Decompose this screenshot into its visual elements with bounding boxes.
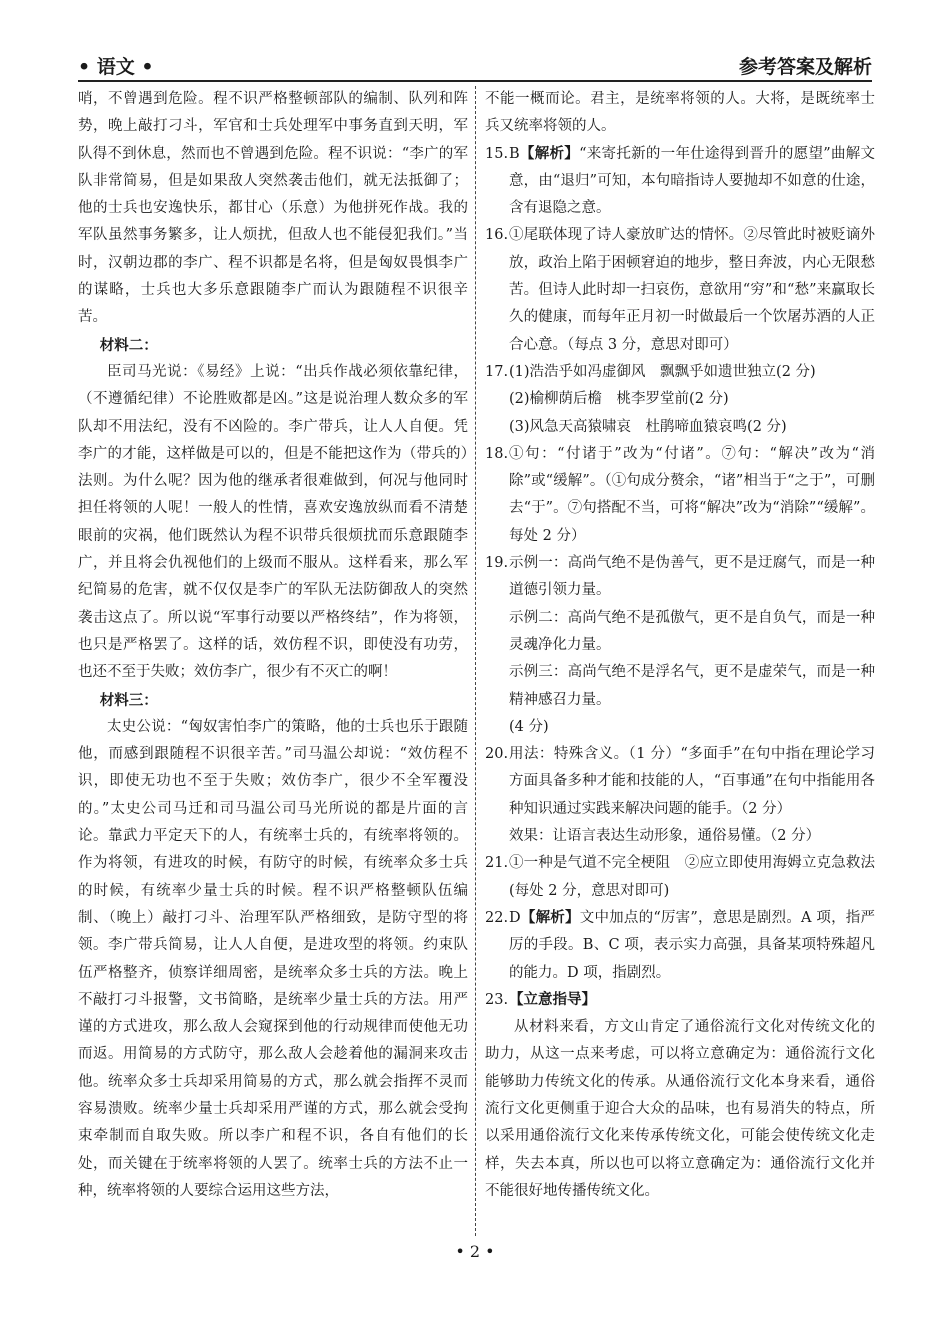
section-title: 参考答案及解析 bbox=[738, 56, 872, 78]
answer-line: (2)榆柳荫后檐 桃李罗堂前(2 分) bbox=[509, 391, 729, 408]
answer-18 bbox=[485, 441, 875, 550]
subject-label: • 语文 • bbox=[78, 56, 154, 78]
answer-21 bbox=[485, 850, 890, 905]
answer-line: (3)风急天高猿啸哀 杜鹃啼血猿哀鸣(2 分) bbox=[509, 418, 787, 435]
material-three-heading: 材料三： bbox=[99, 691, 158, 709]
translation-continued: 不能一概而论。君主，是统率将领的人。大将，是既统率士兵又统率将领的人。 bbox=[485, 91, 875, 135]
answer-text: ①句：“付诸于”改为“付诸”。⑦句：“解决”改为“消除”或“缓解”。（①句成分赘余，“诸”相当于“之于”，可删去“于”。⑦句搭配不当，可将“解决”改为“消除”“缓解”。每处 2 分） bbox=[509, 445, 875, 544]
material-three-text: 太史公说：“匈奴害怕李广的策略，他的士兵也乐于跟随他，而感到跟随程不识很辛苦。”司马温公却说：“效仿程不识，即使无功也不至于失败；效仿李广，很少不全军覆没的。”太史公司马迁和司马温公司马光所说的都是片面的言论。靠武力平定天下的人，有统率士兵的，有统率将领的。作为将领，有进攻的时候，有防守的时候，有统率众多士兵的时候，有统率少量士兵的时候。程不识严格整顿队伍编制、（晚上）敲打刁斗、治理军队严格细致，是防守型的将领。李广带兵简易，让人人自便，是进攻型的将领。约束队伍严格整齐，侦察详细周密，是统率众多士兵的方法。晚上不敲打刁斗报警，文书简略，是统率少量士兵的方法。用严谨的方式进攻，那么敌人会窥探到他的行动规律而使他无功而返。用简易的方式防守，那么敌人会趁着他的漏洞来攻击他。统率众多士兵却采用简易的方式，那么就会指挥不灵而容易溃败。统率少量士兵却采用严谨的方式，那么就会受拘束牵制而自取失败。所以李广和程不识，各自有他们的长处，而关键在于统率将领的人罢了。统率士兵的方法不止一种，统率将领的人要综合运用这些方法， bbox=[78, 718, 468, 1199]
answer-number: 21. bbox=[485, 855, 509, 872]
answer-choice: B bbox=[509, 145, 520, 162]
guidance-tag: 【立意指导】 bbox=[509, 991, 596, 1008]
analysis-tag: 【解析】 bbox=[519, 145, 580, 162]
answer-23 bbox=[485, 987, 875, 1014]
score-note: (4 分) bbox=[509, 718, 549, 735]
material-one-continued: 哨，不曾遇到危险。程不识严格整顿部队的编制、队列和阵势，晚上敲打刁斗，军官和士兵处理军中事务直到天明，军队得不到休息，然而也不曾遇到危险。程不识说：“李广的军队非常简易，但是如果敌人突然袭击他们，就无法抵御了；他的士兵也安逸快乐，都甘心（乐意）为他拼死作战。我的军队虽然事务繁多，让人烦扰，但敌人也不能侵犯我们。”当时，汉朝边郡的李广、程不识都是名将，但是匈奴畏惧李广的谋略，士兵也大多乐意跟随李广而认为跟随程不识很辛苦。 bbox=[78, 91, 468, 326]
example-two: 示例二：高尚气绝不是孤傲气，更不是自负气，而是一种灵魂净化力量。 bbox=[509, 609, 875, 653]
answer-number: 20. bbox=[485, 746, 509, 763]
answer-line: (1)浩浩乎如冯虚御风 飘飘乎如遗世独立(2 分) bbox=[509, 363, 816, 380]
example-three: 示例三：高尚气绝不是浮名气，更不是虚荣气，而是一种精神感召力量。 bbox=[509, 664, 875, 708]
page-number: • 2 • bbox=[455, 1242, 495, 1261]
answer-text: ①尾联体现了诗人豪放旷达的情怀。②尽管此时被贬谪外放，政治上陷于困顿窘迫的地步，整日奔波，内心无限愁苦。但诗人此时却一扫哀伤，意欲用“穷”和“愁”来赢取长久的健康，而每年正月初一时做最后一个饮屠苏酒的人正合心意。（每点 3 分，意思对即可） bbox=[509, 227, 875, 353]
answer-text: “来寄托新的一年仕途得到晋升的愿望”曲解文意，由“退归”可知，本句暗指诗人要抛却不如意的仕途，含有退隐之意。 bbox=[509, 145, 875, 217]
essay-guidance-text: 从材料来看，方文山肯定了通俗流行文化对传统文化的助力，从这一点来考虑，可以将立意确定为：通俗流行文化能够助力传统文化的传承。从通俗流行文化本身来看，通俗流行文化更侧重于迎合大众的品味，也有易消失的特点，所以采用通俗流行文化来传承传统文化，可能会使传统文化走样，失去本真，所以也可以将立意确定为：通俗流行文化并不能很好地传播传统文化。 bbox=[485, 1019, 875, 1199]
right-column bbox=[485, 86, 890, 1205]
effect-text: 效果：让语言表达生动形象，通俗易懂。（2 分） bbox=[509, 828, 821, 845]
analysis-tag: 【解析】 bbox=[520, 909, 580, 926]
material-two-text: 臣司马光说：《易经》上说：“出兵作战必须依靠纪律，（不遵循纪律）不论胜败都是凶。”这是说治理人数众多的军队却不用法纪，没有不凶险的。李广带兵，让人人自便。凭李广的才能，这样做是可以的，但是不能把这作为（带兵的）法则。为什么呢？因为他的继承者很难做到，何况与他同时担任将领的人呢！一般人的性情，喜欢安逸放纵而看不清楚眼前的灾祸，他们既然认为程不识带兵很烦扰而乐意跟随李广，并且将会仇视他们的上级而不服从。这样看来，那么军纪简易的危害，就不仅仅是李广的军队无法防御敌人的突然袭击这点了。所以说“军事行动要以严格终结”，作为将领，也只是严格罢了。这样的话，效仿程不识，即使没有功劳，也还不至于失败；效仿李广，很少有不灭亡的啊！ bbox=[78, 363, 468, 681]
answer-22 bbox=[485, 905, 875, 987]
answer-number: 23. bbox=[485, 991, 509, 1008]
answer-number: 19. bbox=[485, 555, 509, 572]
answer-15 bbox=[485, 141, 875, 223]
answer-16 bbox=[485, 222, 875, 358]
answer-text: 文中加点的“厉害”，意思是剧烈。A 项，指严厉的手段。B、C 项，表示实力高强，具备某项特殊超凡的能力。D 项，指剧烈。 bbox=[509, 909, 876, 981]
answer-19 bbox=[485, 550, 875, 741]
answer-number: 22. bbox=[485, 909, 509, 926]
answer-text: ①一种是气道不完全梗阻 ②应立即使用海姆立克急救法 (每处 2 分，意思对即可) bbox=[509, 855, 890, 899]
answer-20 bbox=[485, 741, 875, 850]
answer-choice: D bbox=[509, 909, 521, 926]
answer-17 bbox=[485, 359, 875, 441]
material-two-heading: 材料二： bbox=[99, 336, 158, 354]
answer-number: 15. bbox=[485, 145, 509, 162]
usage-text: 用法：特殊含义。（1 分）“多面手”在句中指在理论学习方面具备多种才能和技能的人，“百事通”在句中指能用各种知识通过实践来解决问题的能手。（2 分） bbox=[509, 746, 875, 817]
left-column bbox=[78, 86, 468, 1205]
column-divider bbox=[475, 86, 476, 1236]
header-rule bbox=[78, 80, 872, 82]
page-header bbox=[78, 52, 872, 82]
answer-number: 17. bbox=[485, 363, 509, 380]
answer-number: 18. bbox=[485, 445, 509, 462]
answer-number: 16. bbox=[485, 227, 509, 244]
example-one: 示例一：高尚气绝不是伪善气，更不是迂腐气，而是一种道德引领力量。 bbox=[509, 555, 875, 599]
